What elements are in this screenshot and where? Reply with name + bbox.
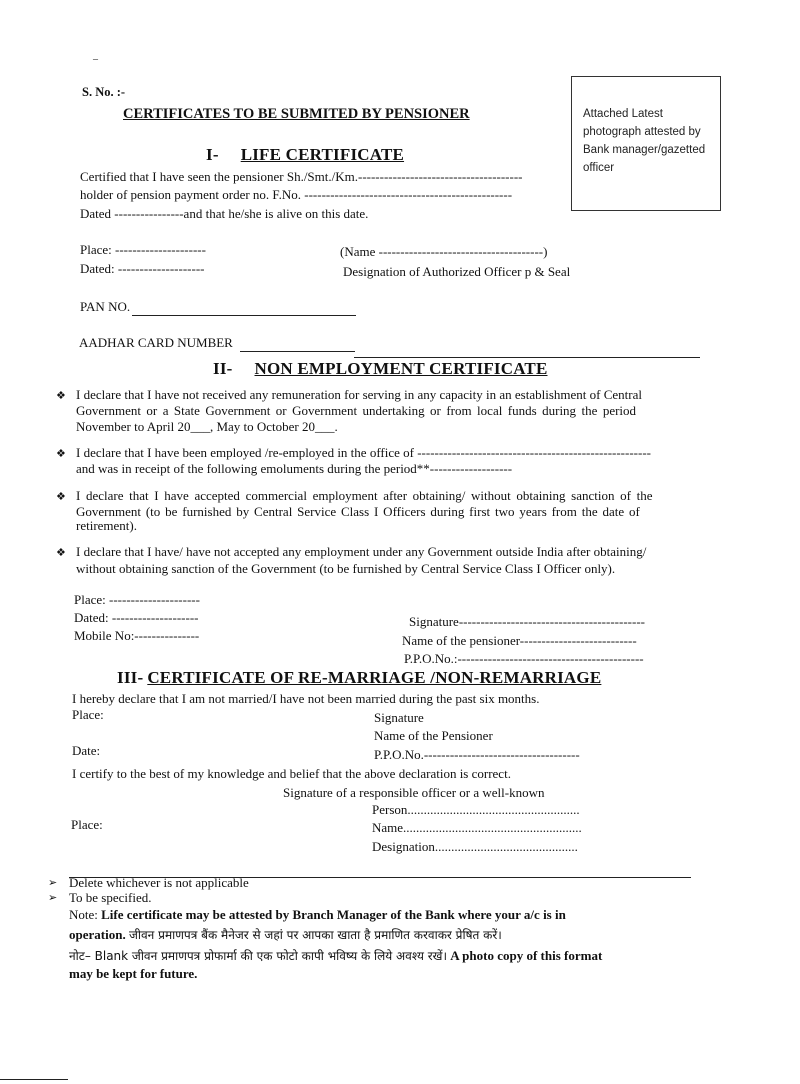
decl-1-line-3: November to April 20___, May to October 20___. <box>76 419 338 434</box>
nonemp-mobile: Mobile No:--------------- <box>74 628 200 643</box>
section-title: LIFE CERTIFICATE <box>240 145 405 164</box>
remarriage-ppo: P.P.O.No.------------------------------------ <box>374 747 580 762</box>
nonemp-pensioner-name: Name of the pensioner--------------------------- <box>402 633 637 648</box>
remarriage-place: Place: <box>72 707 104 722</box>
arrow-icon: ➢ <box>48 876 58 889</box>
life-line-3: Dated ----------------and that he/she is alive on this date. <box>80 206 369 221</box>
nonemp-place: Place: --------------------- <box>74 592 200 607</box>
arrow-icon: ➢ <box>48 891 58 904</box>
remarriage-certify: I certify to the best of my knowledge and belief that the above declaration is correct. <box>72 766 511 781</box>
decl-4-line-2: without obtaining sanction of the Government (to be furnished by Central Service Class I Officer only). <box>76 561 616 576</box>
life-line-1: Certified that I have seen the pensioner Sh./Smt./Km.-------------------------------------- <box>80 169 523 184</box>
note-prefix: Note: <box>69 907 102 922</box>
remarriage-pensioner-name: Name of the Pensioner <box>374 728 493 743</box>
life-designation: Designation of Authorized Officer p & Seal <box>343 264 571 279</box>
section-number: III- <box>117 668 144 687</box>
note-blank-line <box>69 948 602 964</box>
diamond-bullet-icon: ❖ <box>56 448 66 460</box>
life-certificate-heading <box>206 147 404 163</box>
decl-3-line-1: I declare that I have accepted commercial employment after obtaining/ without obtaining sanction of the <box>76 488 653 503</box>
main-title: CERTIFICATES TO BE SUBMITED BY PENSIONER <box>123 106 470 122</box>
nonemp-ppo: P.P.O.No.:------------------------------------------- <box>404 651 644 666</box>
decl-4-line-1: I declare that I have/ have not accepted any employment under any Government outside India after obtaining/ <box>76 544 647 559</box>
note-photo-copy: A photo copy of this format <box>450 948 603 963</box>
pan-line <box>132 315 356 316</box>
life-place: Place: --------------------- <box>80 242 206 257</box>
aadhar-line <box>240 351 355 352</box>
nonemp-dated: Dated: -------------------- <box>74 610 199 625</box>
note-operation-line <box>69 927 502 943</box>
top-mark: – <box>93 54 98 65</box>
diamond-bullet-icon: ❖ <box>56 390 66 402</box>
remarriage-date: Date: <box>72 743 101 758</box>
decl-2-line-1: I declare that I have been employed /re-employed in the office of ------------------------------------------------------ <box>76 445 651 460</box>
nonemp-signature: Signature------------------------------------------- <box>409 614 645 629</box>
note-operation: operation. <box>69 927 126 942</box>
section-title: CERTIFICATE OF RE-MARRIAGE /NON-REMARRIAGE <box>147 668 602 687</box>
remarriage-signature: Signature <box>374 710 424 725</box>
life-name: (Name --------------------------------------) <box>340 244 548 259</box>
section-divider <box>354 357 700 358</box>
decl-2-line-2: and was in receipt of the following emoluments during the period**------------------- <box>76 461 513 476</box>
decl-3-line-3: retirement). <box>76 518 137 533</box>
pan-label: PAN NO. <box>80 299 131 314</box>
serial-number: S. No. :- <box>82 85 126 99</box>
section-title: NON EMPLOYMENT CERTIFICATE <box>254 359 548 378</box>
decl-3-line-2: Government (to be furnished by Central Service Class I Officers during first two years from the date of <box>76 504 640 519</box>
note-hindi-1: जीवन प्रमाणपत्र बैंक मैनेजर से जहां पर आपका खाता है प्रमाणित करवाकर प्रेषित करें। <box>128 928 502 942</box>
remarriage-declaration: I hereby declare that I am not married/I have not been married during the past six months. <box>72 691 540 706</box>
remarriage-heading <box>117 670 601 686</box>
section-number: I- <box>206 145 219 164</box>
diamond-bullet-icon: ❖ <box>56 547 66 559</box>
remarriage-place-2: Place: <box>71 817 103 832</box>
decl-1-line-1: I declare that I have not received any remuneration for serving in any capacity in an establishment of Central <box>76 387 642 402</box>
aadhar-label: AADHAR CARD NUMBER <box>79 335 233 350</box>
note-specified: To be specified. <box>69 890 152 905</box>
remarriage-officer: Signature of a responsible officer or a well-known <box>283 785 545 800</box>
note-keep-future: may be kept for future. <box>69 966 198 981</box>
life-dated: Dated: -------------------- <box>80 261 205 276</box>
non-employment-heading <box>213 361 548 377</box>
diamond-bullet-icon: ❖ <box>56 491 66 503</box>
remarriage-designation: Designation............................................ <box>372 839 578 854</box>
footer-mark <box>0 1079 68 1080</box>
remarriage-person: Person..................................................... <box>372 802 580 817</box>
section-number: II- <box>213 359 233 378</box>
note-hindi-2: नोट– Blank जीवन प्रमाणपत्र प्रोफार्मा की एक फोटो कापी भविष्य के लिये अवश्य रखें। <box>69 949 448 963</box>
remarriage-name: Name....................................................... <box>372 820 582 835</box>
photo-box-text: Attached Latest photograph attested by Bank manager/gazetted officer <box>583 108 706 174</box>
note-delete: Delete whichever is not applicable <box>69 875 249 890</box>
note-bold-text: Life certificate may be attested by Branch Manager of the Bank where your a/c is in <box>101 907 566 922</box>
decl-1-line-2: Government or a State Government or Government undertaking or from local funds during the period <box>76 403 637 418</box>
note-life-attest <box>69 907 566 923</box>
life-line-2: holder of pension payment order no. F.No. ------------------------------------------------ <box>80 187 513 202</box>
photo-box <box>571 76 721 211</box>
